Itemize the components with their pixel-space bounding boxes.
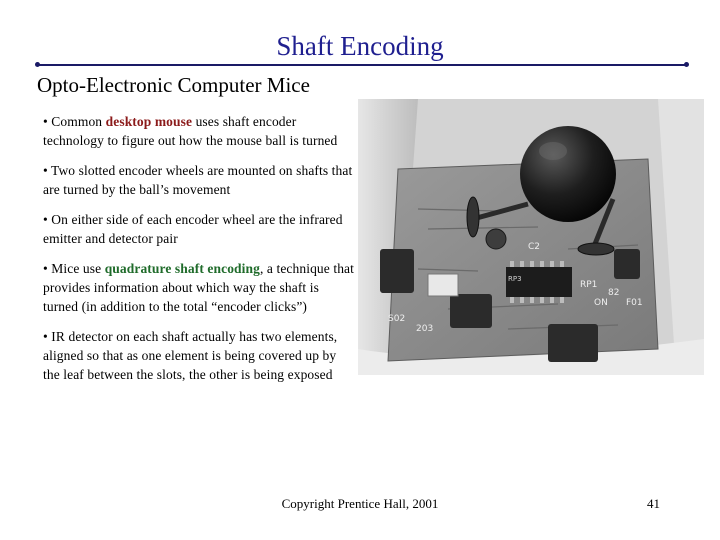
copyright-text: Copyright Prentice Hall, 2001 bbox=[281, 496, 439, 511]
mouse-internals-photo bbox=[358, 99, 704, 375]
bullet-text: • Mice use bbox=[43, 261, 105, 276]
bullet-text: • Two slotted encoder wheels are mounted on shafts that are turned by the ball’s movement bbox=[43, 163, 353, 197]
bullet-text: • IR detector on each shaft actually has two elements, aligned so that as one element is being covered up by the leaf between the slots, the other is being exposed bbox=[43, 329, 338, 382]
bullet-item bbox=[43, 259, 355, 316]
board-label: RP1 bbox=[580, 280, 598, 290]
mouse-photo-drawing bbox=[358, 99, 704, 375]
bullet-text: • On either side of each encoder wheel are the infrared emitter and detector pair bbox=[43, 212, 343, 246]
highlight-term: desktop mouse bbox=[105, 114, 193, 129]
board-label: 203 bbox=[416, 324, 434, 334]
bullet-list bbox=[43, 112, 355, 395]
bullet-item bbox=[43, 161, 355, 199]
bullet-item bbox=[43, 112, 355, 150]
board-label: 82 bbox=[608, 288, 620, 298]
title-divider bbox=[38, 64, 686, 66]
bullet-text: uses shaft encoder technology to figure out how the mouse ball is turned bbox=[43, 114, 338, 148]
slide-title: Shaft Encoding bbox=[276, 31, 444, 61]
highlight-term: quadrature shaft encoding bbox=[104, 261, 260, 276]
page-number: 41 bbox=[647, 496, 660, 511]
bullet-item bbox=[43, 327, 355, 384]
slide-subtitle: Opto-Electronic Computer Mice bbox=[37, 73, 310, 97]
bullet-text: , a technique that provides information about which way the shaft is turned (in addition to the total “encoder clicks”) bbox=[43, 261, 354, 314]
board-label: F01 bbox=[626, 298, 643, 308]
bullet-item bbox=[43, 210, 355, 248]
board-label: ON bbox=[594, 298, 608, 308]
bullet-text: • Common bbox=[43, 114, 106, 129]
board-label: C2 bbox=[528, 242, 541, 252]
board-label: RP3 bbox=[508, 275, 522, 283]
board-label: S02 bbox=[388, 314, 406, 324]
